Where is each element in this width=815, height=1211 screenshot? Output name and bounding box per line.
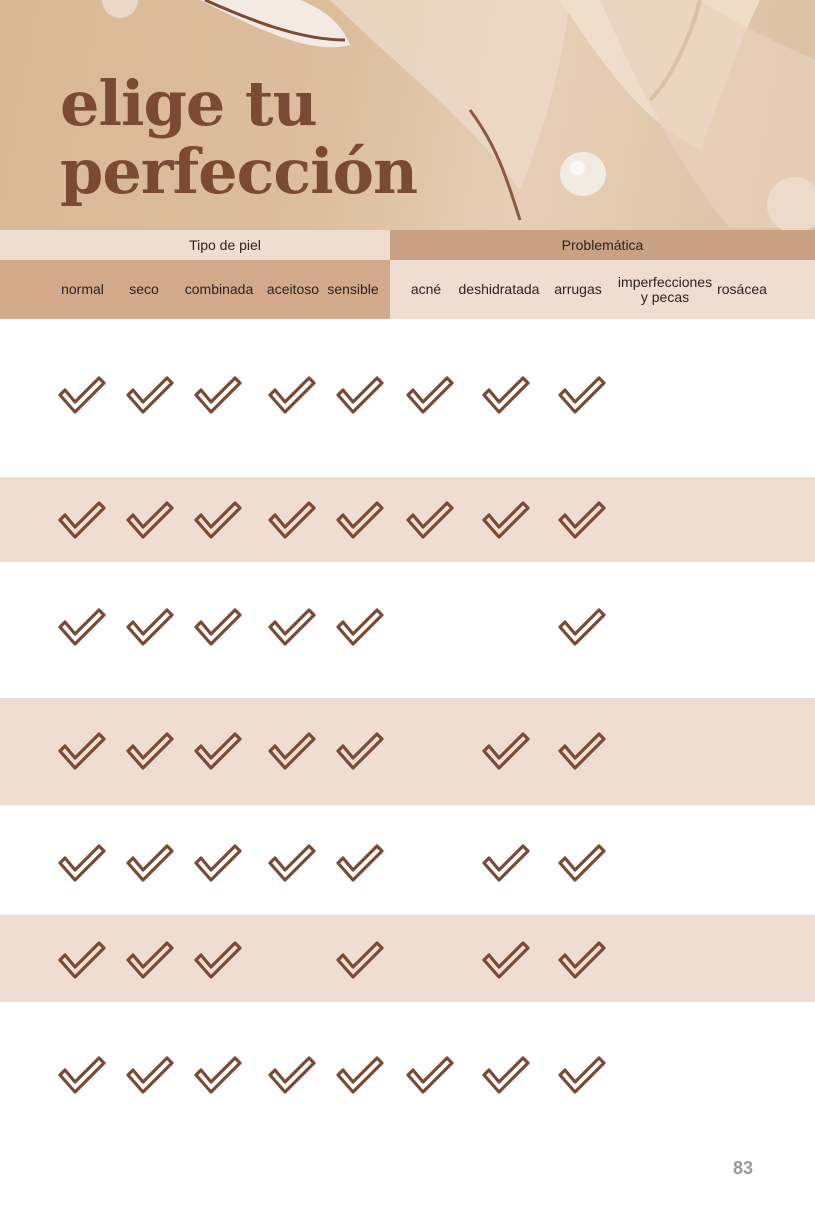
check-icon-acne (405, 1055, 455, 1095)
check-icon-aceitoso (267, 731, 317, 771)
check-icon-arrugas (557, 607, 607, 647)
check-icon-normal (57, 1055, 107, 1095)
check-icon-arrugas (557, 731, 607, 771)
check-icon-normal (57, 731, 107, 771)
check-icon-sensible (335, 940, 385, 980)
check-icon-acne (405, 375, 455, 415)
table-row (0, 698, 815, 805)
table-row (0, 562, 815, 698)
column-header-arrugas: arrugas (554, 281, 602, 297)
column-header-acne: acné (410, 281, 442, 297)
group-header-skin-type: Tipo de piel (0, 230, 390, 260)
check-icon-combinada (193, 375, 243, 415)
check-icon-seco (125, 375, 175, 415)
check-icon-deshidratada (481, 843, 531, 883)
check-icon-acne (405, 500, 455, 540)
check-icon-normal (57, 940, 107, 980)
check-icon-combinada (193, 843, 243, 883)
check-icon-seco (125, 940, 175, 980)
check-icon-arrugas (557, 375, 607, 415)
check-icon-sensible (335, 375, 385, 415)
page-number: 83 (733, 1158, 754, 1178)
check-icon-aceitoso (267, 1055, 317, 1095)
check-icon-normal (57, 843, 107, 883)
check-icon-normal (57, 607, 107, 647)
check-icon-arrugas (557, 843, 607, 883)
column-header-imperfecciones (614, 260, 716, 319)
check-icon-deshidratada (481, 500, 531, 540)
table-row (0, 915, 815, 1002)
page-title (60, 67, 418, 208)
check-icon-sensible (335, 731, 385, 771)
check-icon-arrugas (557, 1055, 607, 1095)
check-icon-sensible (335, 607, 385, 647)
check-icon-combinada (193, 731, 243, 771)
column-header-aceitoso: aceitoso (266, 281, 320, 297)
column-header-rosacea: rosácea (717, 281, 767, 297)
column-header-imperfecciones-line2: y pecas (640, 288, 690, 305)
check-icon-combinada (193, 500, 243, 540)
hero-image (0, 0, 815, 230)
check-icon-aceitoso (267, 843, 317, 883)
check-icon-deshidratada (481, 375, 531, 415)
check-icon-normal (57, 375, 107, 415)
check-icon-aceitoso (267, 607, 317, 647)
check-icon-deshidratada (481, 1055, 531, 1095)
check-icon-combinada (193, 1055, 243, 1095)
check-icon-combinada (193, 607, 243, 647)
check-icon-arrugas (557, 940, 607, 980)
table-row (0, 805, 815, 915)
title-line-2: perfección (60, 135, 418, 208)
check-icon-deshidratada (481, 731, 531, 771)
column-header-sensible: sensible (327, 281, 379, 297)
check-icon-sensible (335, 843, 385, 883)
check-icon-seco (125, 1055, 175, 1095)
group-header-concerns: Problemática (390, 230, 815, 260)
check-icon-seco (125, 500, 175, 540)
column-header-imperfecciones-line1: imperfecciones (617, 273, 713, 290)
column-header-normal: normal (61, 281, 104, 297)
check-icon-sensible (335, 1055, 385, 1095)
check-icon-seco (125, 843, 175, 883)
check-icon-aceitoso (267, 375, 317, 415)
check-icon-arrugas (557, 500, 607, 540)
column-header-combinada: combinada (184, 281, 254, 297)
column-header-deshidratada: deshidratada (458, 281, 540, 297)
check-icon-combinada (193, 940, 243, 980)
check-icon-seco (125, 607, 175, 647)
check-icon-normal (57, 500, 107, 540)
check-icon-seco (125, 731, 175, 771)
title-line-1: elige tu (60, 67, 317, 140)
check-icon-aceitoso (267, 500, 317, 540)
check-icon-deshidratada (481, 940, 531, 980)
column-header-seco: seco (129, 281, 159, 297)
check-icon-sensible (335, 500, 385, 540)
